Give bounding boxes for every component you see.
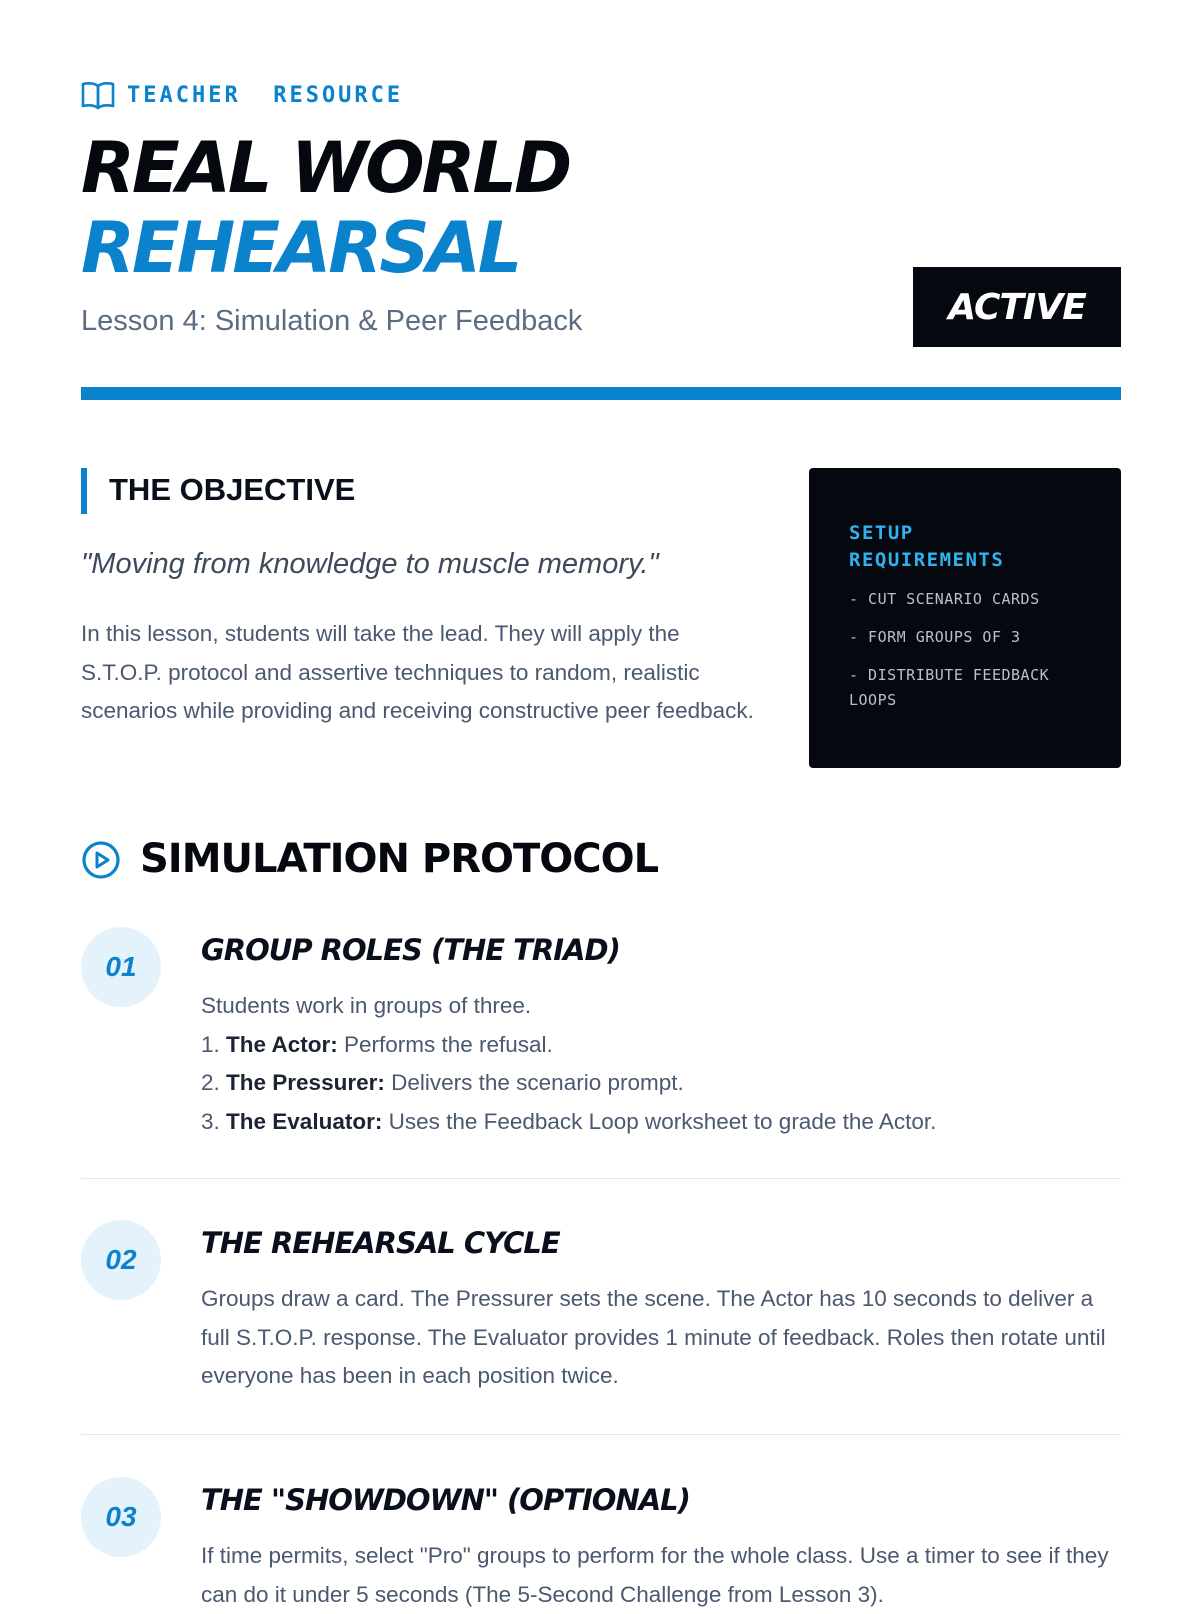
- step-number: 02: [81, 1220, 161, 1300]
- role-prefix: 1.: [201, 1031, 220, 1057]
- step-divider: [81, 1178, 1121, 1179]
- step-title: THE REHEARSAL CYCLE: [201, 1226, 560, 1260]
- role-item: [201, 1103, 1121, 1142]
- role-name: The Actor:: [226, 1031, 338, 1057]
- role-desc: Performs the refusal.: [343, 1031, 553, 1057]
- objective-quote: "Moving from knowledge to muscle memory.": [81, 548, 659, 580]
- setup-title: SETUP REQUIREMENTS: [849, 522, 1005, 571]
- role-prefix: 2.: [201, 1070, 220, 1095]
- header-divider: [81, 387, 1121, 400]
- setup-item: - DISTRIBUTE FEEDBACK LOOPS: [849, 666, 1050, 709]
- open-book-icon: [81, 80, 115, 110]
- step-body: If time permits, select "Pro" groups to perform for the whole class. Use a timer to see if they can do it under 5 seconds (The 5-Second Challenge from Lesson 3).: [201, 1543, 1109, 1607]
- objective-body: In this lesson, students will take the lead. They will apply the S.T.O.P. protocol and assertive techniques to random, realistic scenarios while providing and receiving constructive peer feedback.: [81, 621, 754, 723]
- lesson-subtitle: Lesson 4: Simulation & Peer Feedback: [81, 305, 583, 337]
- lesson-page: [81, 0, 1121, 1607]
- role-name: The Evaluator:: [226, 1108, 383, 1134]
- step-body: [201, 987, 1121, 1141]
- role-item: [201, 1064, 1121, 1103]
- setup-item: - FORM GROUPS OF 3: [849, 628, 1021, 646]
- page-title-line-1: REAL WORLD: [81, 127, 570, 209]
- play-circle-icon: [81, 840, 121, 880]
- setup-list: [849, 587, 1089, 713]
- objective-heading: THE OBJECTIVE: [109, 472, 356, 507]
- setup-requirements-card: [809, 468, 1121, 768]
- setup-item: - CUT SCENARIO CARDS: [849, 590, 1040, 608]
- page-title-line-2: REHEARSAL: [81, 207, 520, 289]
- eyebrow: [81, 80, 403, 110]
- section-accent-bar: [81, 468, 87, 514]
- role-item: [201, 1026, 1121, 1065]
- eyebrow-label: TEACHER RESOURCE: [127, 82, 404, 108]
- step-title: GROUP ROLES (THE TRIAD): [201, 933, 620, 967]
- step-body: Groups draw a card. The Pressurer sets the scene. The Actor has 10 seconds to deliver a full S.T.O.P. response. The Evaluator provides 1 minute of feedback. Roles then rotate until everyone has been in each position twice.: [201, 1286, 1106, 1388]
- role-desc: Delivers the scenario prompt.: [391, 1070, 684, 1095]
- step-number: 01: [81, 927, 161, 1007]
- role-name: The Pressurer:: [226, 1070, 385, 1095]
- status-badge: ACTIVE: [913, 267, 1121, 347]
- step-divider: [81, 1434, 1121, 1435]
- step-title: THE "SHOWDOWN" (OPTIONAL): [201, 1483, 690, 1517]
- role-prefix: 3.: [201, 1108, 220, 1134]
- step-number: 03: [81, 1477, 161, 1557]
- protocol-heading: SIMULATION PROTOCOL: [140, 836, 659, 882]
- role-desc: Uses the Feedback Loop worksheet to grade the Actor.: [388, 1108, 937, 1134]
- step-intro: Students work in groups of three.: [201, 993, 532, 1018]
